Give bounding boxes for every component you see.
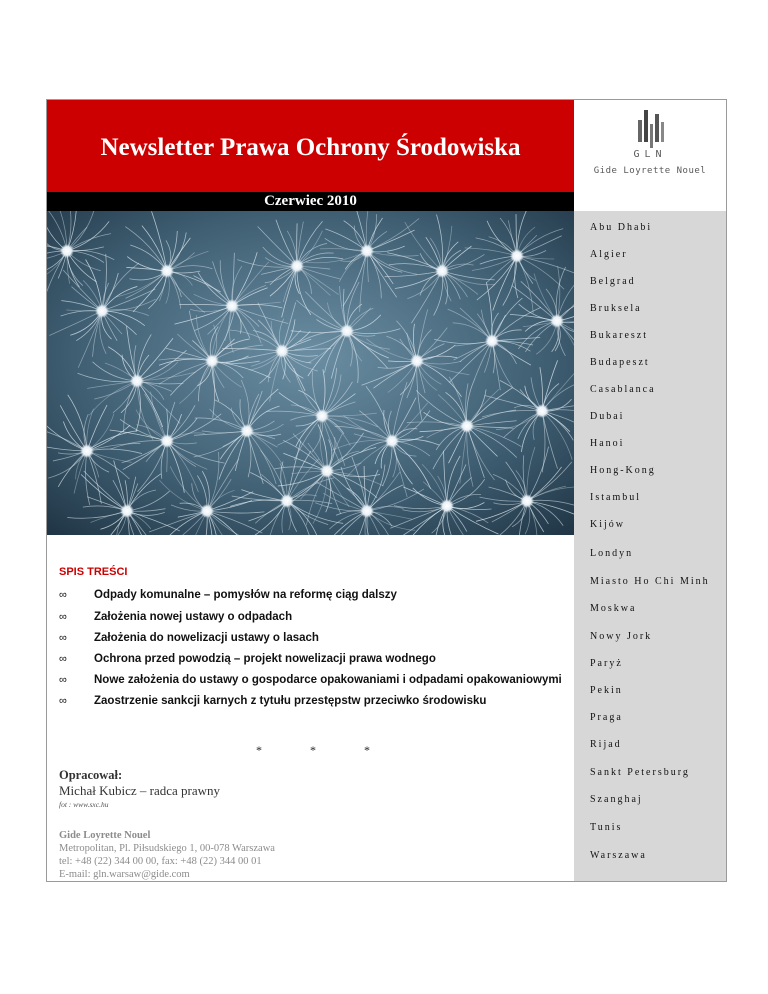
seed-core [130, 374, 144, 388]
city-item: Istambul [590, 492, 641, 503]
toc-title: SPIS TREŚCI [59, 566, 128, 578]
city-item: Bukareszt [590, 330, 648, 341]
separator-star: * [364, 743, 370, 757]
city-item: Rijad [590, 739, 622, 750]
city-item: Hong-Kong [590, 465, 656, 476]
seed-core [440, 499, 454, 513]
seed-core [225, 299, 239, 313]
author-name: Michał Kubicz – radca prawny [59, 783, 220, 798]
header-banner [47, 100, 574, 192]
seed-core [240, 424, 254, 438]
city-item: Nowy Jork [590, 631, 653, 642]
seed-core [535, 404, 549, 418]
firm-address: Metropolitan, Pl. Piłsudskiego 1, 00-078 Warszawa [59, 843, 275, 854]
seed-core [120, 504, 134, 518]
gln-bars-logo-icon [636, 108, 666, 148]
city-item: Paryż [590, 658, 623, 669]
logo-short-name: GLN [633, 149, 667, 160]
seed-core [510, 249, 524, 263]
seed-core [410, 354, 424, 368]
city-item: Tunis [590, 822, 623, 833]
seed-core [60, 244, 74, 258]
toc-item-label: Ochrona przed powodzią – projekt nowelizacji prawa wodnego [94, 653, 436, 665]
dandelion-seeds-image [47, 211, 574, 535]
city-item: Budapeszt [590, 357, 650, 368]
firm-email[interactable]: E-mail: gln.warsaw@gide.com [59, 869, 190, 880]
firm-phone: tel: +48 (22) 344 00 00, fax: +48 (22) 344 00 01 [59, 856, 262, 867]
city-item: Miasto Ho Chi Minh [590, 576, 710, 587]
seed-core [315, 409, 329, 423]
seed-core [435, 264, 449, 278]
seed-core [320, 464, 334, 478]
seed-core [205, 354, 219, 368]
city-item: Belgrad [590, 276, 636, 287]
separator-star: * [310, 743, 316, 757]
toc-item[interactable] [59, 695, 486, 707]
infinity-bullet-icon: ∞ [59, 653, 67, 665]
dandelion-seeds-photo [47, 211, 574, 535]
logo-full-name: Gide Loyrette Nouel [593, 166, 707, 176]
city-item: Praga [590, 712, 623, 723]
gln-logo [574, 100, 726, 211]
seed-core [485, 334, 499, 348]
city-item: Casablanca [590, 384, 656, 395]
photo-credit: fot : www.sxc.hu [59, 800, 109, 809]
city-item: Bruksela [590, 303, 642, 314]
seed-core [290, 259, 304, 273]
infinity-bullet-icon: ∞ [59, 632, 67, 644]
seed-core [160, 434, 174, 448]
infinity-bullet-icon: ∞ [59, 589, 67, 601]
city-item: Algier [590, 249, 628, 260]
seed-core [550, 314, 564, 328]
city-item: Hanoi [590, 438, 625, 449]
seed-core [360, 244, 374, 258]
infinity-bullet-icon: ∞ [59, 695, 67, 707]
toc-item[interactable] [59, 589, 397, 601]
author-label: Opracował: [59, 768, 123, 782]
city-item: Pekin [590, 685, 623, 696]
toc-item-label: Odpady komunalne – pomysłów na reformę ciąg dalszy [94, 589, 397, 601]
city-item: Moskwa [590, 603, 637, 614]
firm-name: Gide Loyrette Nouel [59, 830, 151, 841]
seed-core [80, 444, 94, 458]
infinity-bullet-icon: ∞ [59, 611, 67, 623]
seed-core [385, 434, 399, 448]
office-list-sidebar [574, 211, 726, 881]
toc-item-label: Nowe założenia do ustawy o gospodarce opakowaniami i odpadami opakowaniowymi [94, 674, 562, 686]
newsletter-title: Newsletter Prawa Ochrony Środowiska [100, 134, 521, 161]
city-item: Kijów [590, 519, 625, 530]
city-item: Abu Dhabi [590, 222, 653, 233]
toc-item[interactable] [59, 611, 292, 623]
city-item: Dubai [590, 411, 625, 422]
toc-item-label: Założenia nowej ustawy o odpadach [94, 611, 293, 623]
seed-core [160, 264, 174, 278]
toc-item[interactable] [59, 653, 436, 665]
seed-core [340, 324, 354, 338]
seed-core [460, 419, 474, 433]
infinity-bullet-icon: ∞ [59, 674, 67, 686]
city-item: Szanghaj [590, 794, 643, 805]
seed-core [95, 304, 109, 318]
city-item: Warszawa [590, 850, 647, 861]
seed-core [275, 344, 289, 358]
toc-item-label: Zaostrzenie sankcji karnych z tytułu przestępstw przeciwko środowisku [94, 695, 487, 707]
seed-core [200, 504, 214, 518]
city-item: Sankt Petersburg [590, 767, 690, 778]
city-item: Londyn [590, 548, 634, 559]
toc-item-label: Założenia do nowelizacji ustawy o lasach [94, 632, 319, 644]
separator-star: * [256, 743, 262, 757]
toc-item[interactable] [59, 674, 562, 686]
seed-core [520, 494, 534, 508]
issue-date: Czerwiec 2010 [47, 192, 574, 211]
toc-item[interactable] [59, 632, 319, 644]
seed-core [360, 504, 374, 518]
